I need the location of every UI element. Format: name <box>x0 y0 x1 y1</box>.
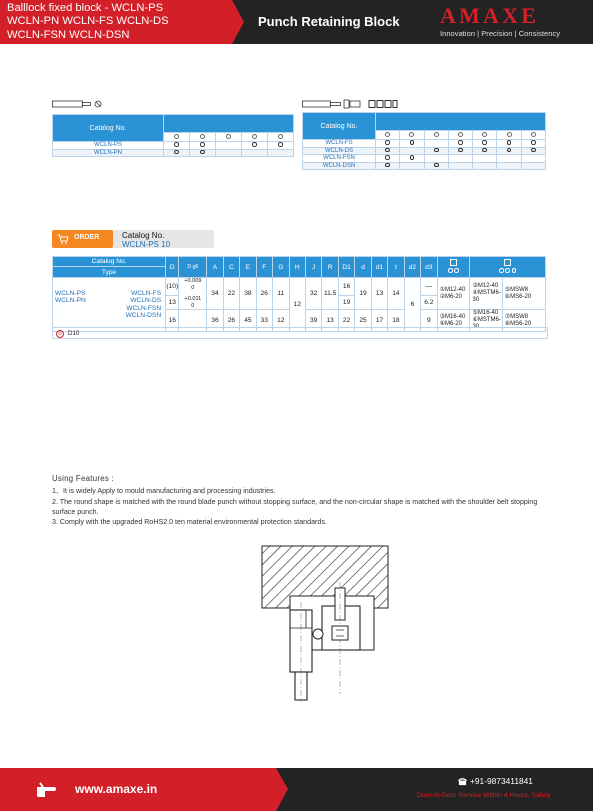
using-features <box>52 474 542 527</box>
shape-5-icon <box>482 132 487 137</box>
product-title-line-2: WCLN-PN WCLN-FS WCLN-DS <box>7 15 169 28</box>
features-title: Using Features : <box>52 474 115 483</box>
catalog-mark-cell <box>242 149 268 157</box>
feature-item-3: 3. Comply with the upgraded RoHS2.0 ten material environmental protection standards. <box>52 518 327 527</box>
catalog-mark-cell <box>376 147 400 155</box>
d-value-1: 19 <box>355 278 371 310</box>
feature-item-2: 2. The round shape is matched with the round blade punch without stopping surface, and the non-circular shape is matched with the shoulder belt stopping surface punch. <box>52 497 538 516</box>
d-value-16: 16 <box>166 310 179 332</box>
catalog-mark-cell <box>164 142 190 150</box>
j-value-2: 39 <box>305 310 321 332</box>
r-value-2: 13 <box>322 310 338 332</box>
catalog-row <box>53 149 294 157</box>
tolerance-upper-minus: 0 <box>191 284 195 291</box>
bolt-3-line-3: ⑦MSW8 <box>504 313 529 320</box>
spec-col-bolt-2 <box>470 257 546 278</box>
d1-value-3: 22 <box>338 310 354 332</box>
catalog-mark-cell <box>497 140 521 148</box>
catalog-mark-cell <box>190 149 216 157</box>
available-mark-icon <box>278 142 283 147</box>
available-mark-icon <box>385 140 390 145</box>
available-mark-icon <box>458 148 463 153</box>
shape-7-icon <box>531 132 536 137</box>
g-value-1: 11 <box>273 278 289 310</box>
spec-note: D10 <box>68 329 80 337</box>
catalog-mark-cell <box>376 155 400 163</box>
type-wcln-fs: WCLN-FS <box>131 289 162 297</box>
a-value-1: 34 <box>207 278 223 310</box>
catalog-mark-cell <box>400 147 424 155</box>
available-mark-icon <box>531 140 536 145</box>
catalog-mark-cell <box>424 140 448 148</box>
j-value-1: 32 <box>305 278 321 310</box>
d1-value-2: 19 <box>338 295 354 309</box>
catalog-mark-cell <box>400 155 424 163</box>
assembly-cross-section-drawing <box>260 544 390 704</box>
shape-2-icon <box>200 134 205 139</box>
catalog-row-name: WCLN-PS <box>53 142 164 150</box>
catalog-mark-cell <box>216 149 242 157</box>
available-mark-icon <box>385 155 390 160</box>
order-catalog-value: WCLN-PS 10 <box>122 240 171 249</box>
bolt-2-line-2: ④MSTM6-30 <box>472 290 501 303</box>
tolerance-upper-plus: +0.009 <box>184 278 202 284</box>
order-catalog-label: Catalog No. <box>122 231 165 240</box>
spec-col-bolt-1 <box>437 257 470 278</box>
d3-value-3: 9 <box>421 310 437 332</box>
brand-tagline: Innovation | Precision | Consistency <box>440 29 561 38</box>
catalog-mark-cell <box>376 140 400 148</box>
catalog-mark-cell <box>521 155 545 163</box>
spec-col-r: R <box>322 257 338 278</box>
bolt-2-values-a <box>470 278 502 310</box>
d-value-10: (10) <box>166 278 179 296</box>
available-mark-icon <box>458 140 463 145</box>
d1-value-1: 16 <box>338 278 354 296</box>
catalog-header: Catalog No. <box>53 115 164 142</box>
catalog-mark-cell <box>473 140 497 148</box>
bolt-3-values-a <box>502 278 545 310</box>
catalog-mark-cell <box>400 162 424 170</box>
catalog-header-spacer <box>376 113 546 131</box>
product-title-line-1: Balllock fixed block - WCLN-PS <box>7 2 164 14</box>
bolt-1-line-1: ①M12-40 <box>439 286 466 293</box>
type-wcln-ps: WCLN-PS <box>55 289 86 297</box>
bolt-1-line-2: ②M6-20 <box>439 293 462 300</box>
t-value-1: 14 <box>388 278 404 310</box>
spec-note-row <box>52 327 548 339</box>
d-value-13: 13 <box>166 295 179 309</box>
shape-3-icon <box>434 132 439 137</box>
catalog-header: Catalog No. <box>303 113 376 140</box>
order-tab <box>52 230 113 248</box>
shape-2-icon <box>409 132 414 137</box>
bolt-type-1-sub-icon <box>448 268 453 273</box>
catalog-mark-cell <box>448 155 472 163</box>
catalog-mark-cell <box>448 162 472 170</box>
catalog-mark-cell <box>424 155 448 163</box>
bolt-3-line-2: ⑥MS6-20 <box>504 293 532 300</box>
shape-1-icon <box>174 134 179 139</box>
c-value-2: 26 <box>223 310 239 332</box>
bolt-2-line-4: ⑥MSTM6-30 <box>472 317 501 330</box>
catalog-mark-cell <box>473 147 497 155</box>
e-value-2: 45 <box>240 310 256 332</box>
spec-col-d: d <box>355 257 371 278</box>
catalog-mark-cell <box>521 147 545 155</box>
catalog-row-name: WCLN-FSN <box>303 155 376 163</box>
type-wcln-ds: WCLN-DS <box>130 297 162 304</box>
catalog-mark-cell <box>473 162 497 170</box>
bolt-type-2-sub2-icon <box>505 268 510 273</box>
g-value-2: 12 <box>273 310 289 332</box>
catalog-mark-cell <box>521 162 545 170</box>
r-value-1: 11.5 <box>322 278 338 310</box>
brand-block <box>440 5 585 38</box>
order-label: ORDER <box>74 234 100 241</box>
available-mark-icon <box>200 142 205 147</box>
bolt-type-2-sub-icon <box>499 268 504 273</box>
catalog-mark-cell <box>242 142 268 150</box>
service-tagline: Door-to-Door Service Within 4 Hours, Safety <box>417 792 551 799</box>
available-mark-icon <box>410 155 415 160</box>
tolerance-lower-minus: 0 <box>191 302 195 309</box>
catalog-mark-cell <box>473 155 497 163</box>
catalog-mark-cell <box>448 140 472 148</box>
section-title: Punch Retaining Block <box>258 14 400 29</box>
type-wcln-fsn: WCLN-FSN <box>126 304 162 312</box>
spec-col-j: J <box>305 257 321 278</box>
catalog-mark-cell <box>497 147 521 155</box>
e-value-1: 38 <box>240 278 256 310</box>
available-mark-icon <box>410 140 415 145</box>
catalog-row <box>303 155 546 163</box>
dimension-table <box>52 256 546 332</box>
catalog-mark-cell <box>497 155 521 163</box>
available-mark-icon <box>434 163 439 168</box>
shape-3-icon <box>226 134 231 139</box>
page-footer <box>0 768 593 811</box>
order-example <box>52 230 214 248</box>
d1s-value-1: 13 <box>371 278 387 310</box>
spec-type-cell <box>53 278 166 332</box>
spec-col-f: F <box>256 257 272 278</box>
catalog-row <box>53 142 294 150</box>
bolt-type-2-sub3-icon <box>512 268 517 273</box>
catalog-mark-cell <box>268 149 294 157</box>
cart-icon <box>57 234 69 244</box>
available-mark-icon <box>507 148 512 153</box>
spec-col-d2: d2 <box>404 257 420 278</box>
f-value-1: 26 <box>256 278 272 310</box>
note-symbol-icon: D <box>56 330 64 338</box>
spec-header-type: Type <box>53 267 166 278</box>
bolt-type-1-sub2-icon <box>454 268 459 273</box>
catalog-mark-cell <box>190 142 216 150</box>
available-mark-icon <box>531 148 536 153</box>
spec-header-catalog: Catalog No. <box>53 257 166 267</box>
t-value-2: 18 <box>388 310 404 332</box>
d1s-value-2: 17 <box>371 310 387 332</box>
catalog-header-spacer <box>164 115 294 133</box>
spec-col-h: H <box>289 257 305 278</box>
spec-col-g: G <box>273 257 289 278</box>
catalog-table-shaped <box>302 112 546 170</box>
available-mark-icon <box>252 142 257 147</box>
d-value-2: 25 <box>355 310 371 332</box>
available-mark-icon <box>385 163 390 168</box>
product-title <box>7 2 231 42</box>
bolt-1-values-a <box>437 278 470 310</box>
available-mark-icon <box>200 150 205 155</box>
website-link[interactable]: www.amaxe.in <box>75 782 158 796</box>
available-mark-icon <box>385 148 390 153</box>
available-mark-icon <box>174 150 179 155</box>
spec-header-tolerance: D g6 <box>179 257 207 278</box>
shape-4-icon <box>252 134 257 139</box>
d3-value-1: — <box>421 278 437 296</box>
spec-col-d1: d1 <box>371 257 387 278</box>
d2-value: 6 <box>404 278 420 332</box>
spec-header-d: D <box>166 257 179 278</box>
bolt-type-1-icon <box>450 259 457 266</box>
catalog-mark-cell <box>268 142 294 150</box>
available-mark-icon <box>174 142 179 147</box>
round-punch-icon <box>52 100 104 108</box>
spec-col-a: A <box>207 257 223 278</box>
f-value-2: 33 <box>256 310 272 332</box>
catalog-row-name: WCLN-DS <box>303 147 376 155</box>
bolt-3-line-4: ⑧MS6-20 <box>504 320 532 327</box>
catalog-row-name: WCLN-DSN <box>303 162 376 170</box>
available-mark-icon <box>434 148 439 153</box>
h-value: 12 <box>289 278 305 332</box>
catalog-mark-cell <box>376 162 400 170</box>
catalog-mark-cell <box>424 147 448 155</box>
phone-icon <box>458 777 467 786</box>
brand-logo: AMAXE <box>440 3 540 28</box>
shape-6-icon <box>507 132 512 137</box>
shoulder-punch-icon <box>302 99 398 109</box>
tolerance-lower-plus: +0.011 <box>184 296 202 302</box>
c-value-1: 22 <box>223 278 239 310</box>
spec-col-c: C <box>223 257 239 278</box>
d3-value-2: 6.2 <box>421 295 437 309</box>
pointer-hand-icon <box>34 777 58 801</box>
catalog-row <box>303 147 546 155</box>
spec-col-e: E <box>240 257 256 278</box>
available-mark-icon <box>482 148 487 153</box>
catalog-mark-cell <box>521 140 545 148</box>
catalog-mark-cell <box>216 142 242 150</box>
available-mark-icon <box>482 140 487 145</box>
catalog-mark-cell <box>497 162 521 170</box>
type-wcln-pn: WCLN-PN <box>55 297 86 304</box>
catalog-mark-cell <box>164 149 190 157</box>
available-mark-icon <box>507 140 512 145</box>
product-title-line-3: WCLN-FSN WCLN-DSN <box>7 28 130 41</box>
spec-col-t: t <box>388 257 404 278</box>
catalog-row-name: WCLN-FS <box>303 140 376 148</box>
catalog-mark-cell <box>424 162 448 170</box>
spec-col-d1-upper: D1 <box>338 257 354 278</box>
bolt-1-line-4: ④M6-20 <box>439 320 462 327</box>
shape-1-icon <box>385 132 390 137</box>
spec-col-d3: d3 <box>421 257 437 278</box>
catalog-mark-cell <box>400 140 424 148</box>
catalog-row <box>303 140 546 148</box>
shape-5-icon <box>278 134 283 139</box>
catalog-mark-cell <box>448 147 472 155</box>
phone-number[interactable]: +91-9873411841 <box>470 776 533 786</box>
a-value-2: 36 <box>207 310 223 332</box>
tolerance-upper <box>179 278 207 310</box>
page-header <box>0 0 593 44</box>
bolt-2-line-1: ③M12-40 <box>472 283 499 289</box>
feature-item-1: 1、It is widely Apply to mould manufacturing and processing industries. <box>52 487 276 496</box>
bolt-type-2-icon <box>504 259 511 266</box>
catalog-row <box>303 162 546 170</box>
bolt-3-line-1: ⑤MSW8 <box>504 286 529 293</box>
shape-4-icon <box>458 132 463 137</box>
catalog-row-name: WCLN-PN <box>53 149 164 157</box>
bolt-2-line-3: ⑤M16-40 <box>472 310 499 316</box>
type-wcln-dsn: WCLN-DSN <box>125 312 162 319</box>
bolt-1-line-3: ③M16-40 <box>439 313 466 320</box>
catalog-table-round <box>52 114 294 157</box>
